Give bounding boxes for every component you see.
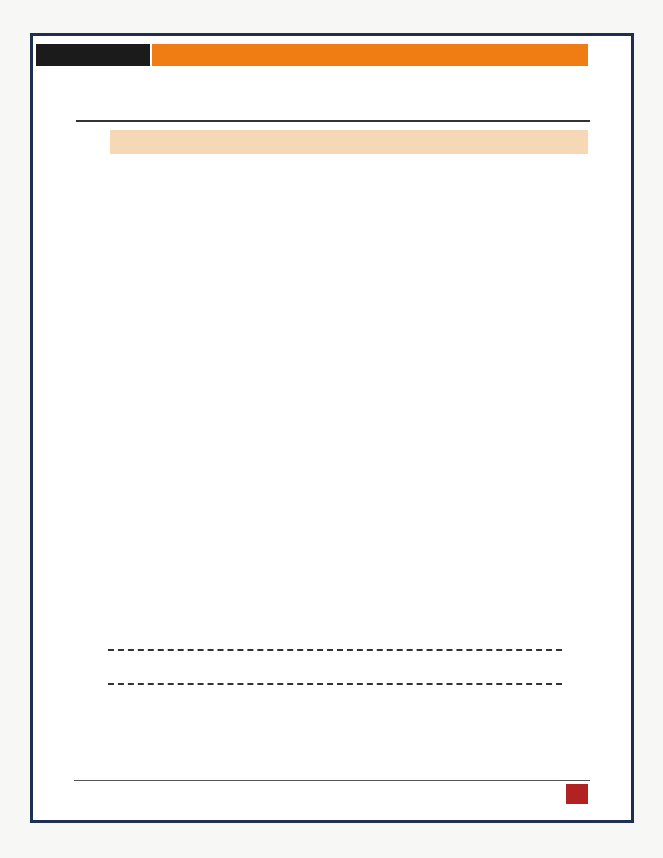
footer-divider	[74, 780, 590, 781]
title-divider	[76, 120, 590, 122]
chapter-2-box	[108, 649, 562, 685]
class-heading	[110, 130, 588, 154]
header-banner	[152, 44, 588, 66]
page-number	[566, 784, 588, 804]
header-date	[36, 44, 150, 66]
